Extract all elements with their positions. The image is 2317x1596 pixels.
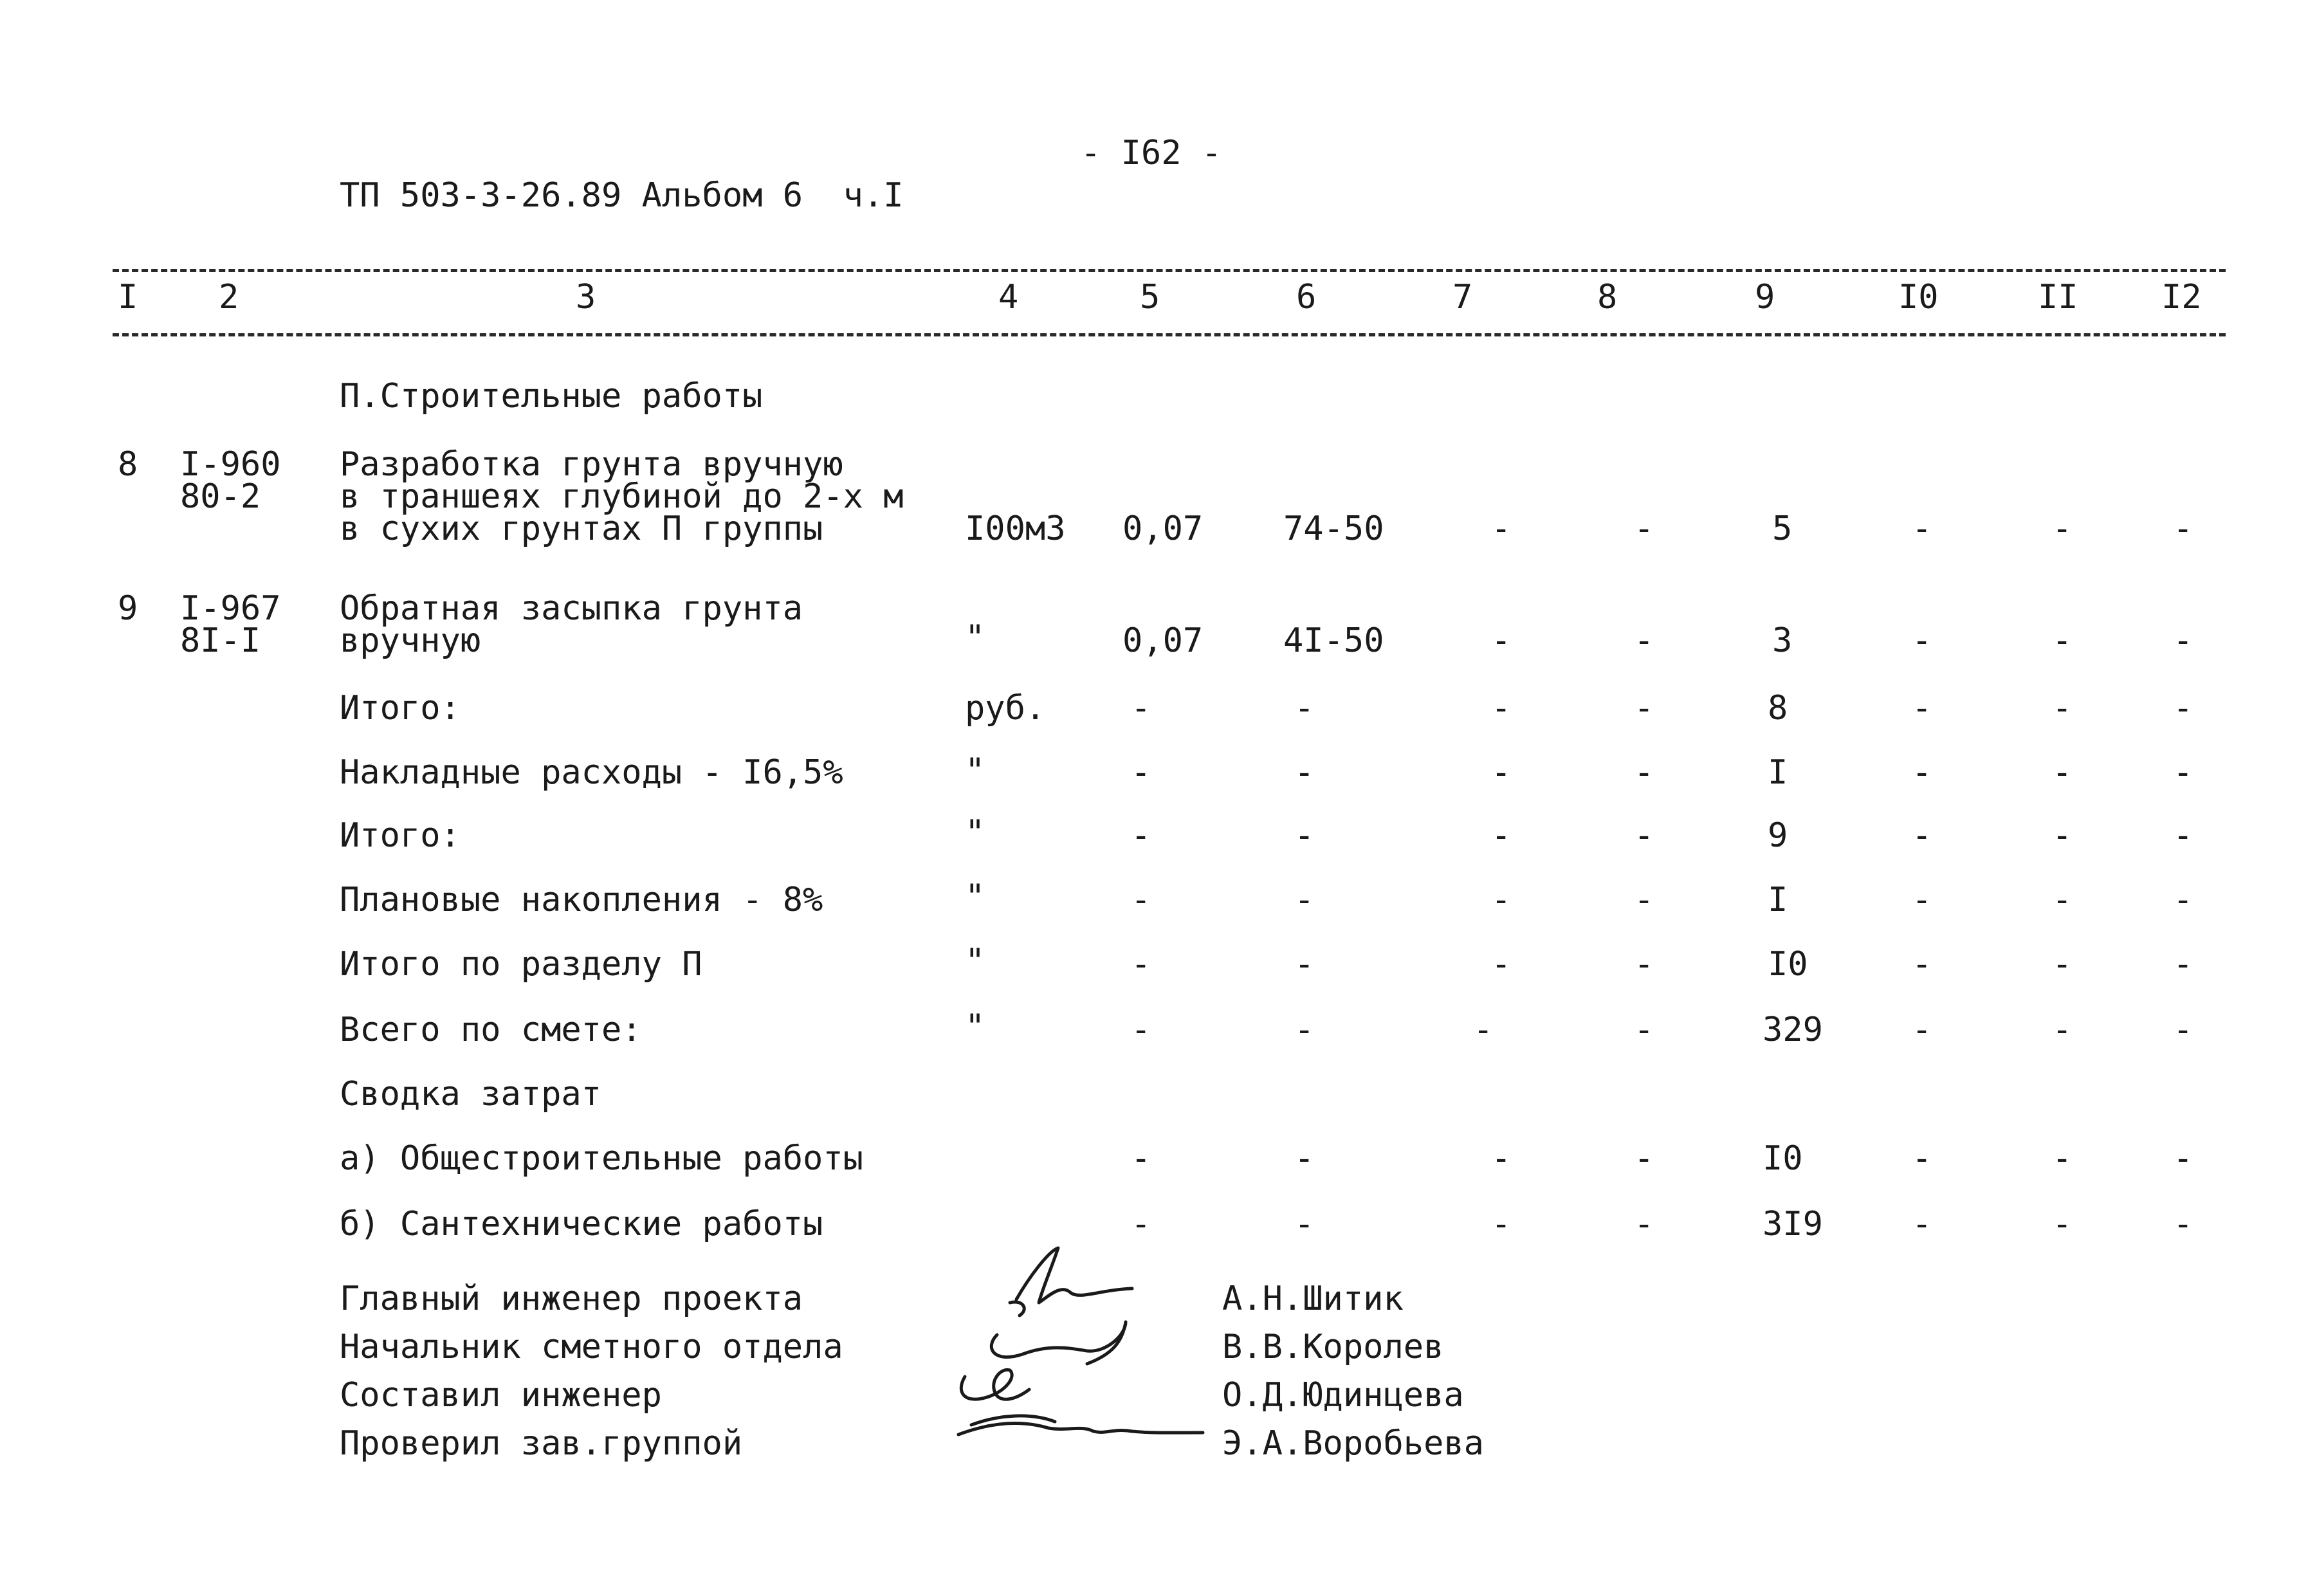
col11-cell: - [2052,509,2073,548]
work-description: Разработка грунта вручную [340,445,843,484]
header-top-rule [113,269,2226,272]
summary-label: Всего по смете: [340,1011,642,1049]
col5-cell: - [1131,881,1151,919]
col10-cell: - [1912,1139,1932,1178]
col7-cell: - [1491,945,1512,984]
total-cell: I0 [1763,1139,1803,1178]
summary-label: Итого: [340,689,461,728]
col12-cell: - [2173,945,2193,984]
resource-code: 8I-I [180,621,261,660]
col6-cell: - [1294,945,1315,984]
signer-name: О.Д.Юдинцева [1222,1376,1464,1415]
col7-cell: - [1491,509,1512,548]
col6-cell: - [1294,689,1315,728]
col10-cell: - [1912,621,1932,660]
signer-role: Составил инженер [340,1376,662,1415]
col-header-12: I2 [2161,278,2202,316]
col6-cell: - [1294,881,1315,919]
col10-cell: - [1912,509,1932,548]
col-header-7: 7 [1452,278,1473,316]
summary-label: Итого по разделу П [340,945,702,984]
col5-cell: - [1131,945,1151,984]
col10-cell: - [1912,816,1932,855]
col10-cell: - [1912,945,1932,984]
unit-cell: " [965,751,985,790]
unit-cell: " [965,942,985,980]
work-description: вручную [340,621,481,660]
total-cell: I [1768,881,1788,919]
col10-cell: - [1912,1205,1932,1243]
work-description: Обратная засыпка грунта [340,589,803,628]
quantity-cell: 0,07 [1122,621,1204,660]
col-header-1: I [118,278,138,316]
resource-code: I-967 [180,589,281,628]
col6-cell: - [1294,1205,1315,1243]
signer-role: Начальник сметного отдела [340,1328,843,1366]
header-bottom-rule [113,333,2226,336]
col8-cell: - [1634,1139,1654,1178]
col6-cell: - [1294,753,1315,792]
work-description: в траншеях глубиной до 2-х м [340,477,904,516]
signer-name: В.В.Королев [1222,1328,1444,1366]
col7-cell: - [1491,753,1512,792]
col12-cell: - [2173,816,2193,855]
col8-cell: - [1634,816,1654,855]
col7-cell: - [1491,621,1512,660]
col8-cell: - [1634,689,1654,728]
col11-cell: - [2052,689,2073,728]
col11-cell: - [2052,816,2073,855]
total-cell: 5 [1772,509,1793,548]
col7-cell: - [1491,689,1512,728]
col6-cell: - [1294,1011,1315,1049]
col-header-2: 2 [219,278,239,316]
col7-cell: - [1491,816,1512,855]
unit-cell: " [965,618,985,657]
col10-cell: - [1912,881,1932,919]
signer-role: Главный инженер проекта [340,1280,803,1318]
price-cell: 74-50 [1283,509,1384,548]
col5-cell: - [1131,1011,1151,1049]
col12-cell: - [2173,1011,2193,1049]
section-title: П.Строительные работы [340,377,763,416]
total-cell: 329 [1763,1011,1823,1049]
col-header-5: 5 [1140,278,1160,316]
col-header-9: 9 [1755,278,1775,316]
work-description: в сухих грунтах П группы [340,509,823,548]
col8-cell: - [1634,509,1654,548]
summary-label: Итого: [340,816,461,855]
col8-cell: - [1634,1011,1654,1049]
col-header-11: II [2038,278,2078,316]
col6-cell: - [1294,816,1315,855]
col8-cell: - [1634,945,1654,984]
col-header-8: 8 [1597,278,1618,316]
col12-cell: - [2173,881,2193,919]
col-header-4: 4 [998,278,1019,316]
col-header-3: 3 [576,278,596,316]
col5-cell: - [1131,816,1151,855]
col12-cell: - [2173,753,2193,792]
col12-cell: - [2173,621,2193,660]
resource-code: I-960 [180,445,281,484]
col11-cell: - [2052,945,2073,984]
col7-cell: - [1491,1139,1512,1178]
price-cell: 4I-50 [1283,621,1384,660]
quantity-cell: 0,07 [1122,509,1204,548]
col6-cell: - [1294,1139,1315,1178]
row-number: 8 [118,445,138,484]
summary-label: б) Сантехнические работы [340,1205,823,1243]
summary-label: Плановые накопления - 8% [340,881,823,919]
col8-cell: - [1634,881,1654,919]
resource-code: 80-2 [180,477,261,516]
unit-cell: I00м3 [965,509,1066,548]
col11-cell: - [2052,621,2073,660]
document-code: ТП 503-3-26.89 Альбом 6 ч.I [340,176,904,215]
col7-cell: - [1473,1011,1494,1049]
col11-cell: - [2052,1011,2073,1049]
signer-name: Э.А.Воробьева [1222,1424,1484,1463]
summary-label: Накладные расходы - I6,5% [340,753,843,792]
col-header-10: I0 [1898,278,1939,316]
col11-cell: - [2052,881,2073,919]
summary-label: а) Общестроительные работы [340,1139,863,1178]
col5-cell: - [1131,753,1151,792]
unit-cell: " [965,1007,985,1046]
col10-cell: - [1912,689,1932,728]
cost-summary-title: Сводка затрат [340,1075,601,1114]
col-header-6: 6 [1296,278,1317,316]
unit-cell: " [965,813,985,852]
row-number: 9 [118,589,138,628]
signer-name: А.Н.Шитик [1222,1280,1404,1318]
handwritten-signatures [920,1238,1229,1483]
total-cell: I [1768,753,1788,792]
col12-cell: - [2173,1205,2193,1243]
unit-cell: " [965,877,985,916]
col5-cell: - [1131,1205,1151,1243]
total-cell: 3I9 [1763,1205,1823,1243]
col12-cell: - [2173,689,2193,728]
col7-cell: - [1491,1205,1512,1243]
total-cell: 9 [1768,816,1788,855]
col7-cell: - [1491,881,1512,919]
col8-cell: - [1634,753,1654,792]
total-cell: 8 [1768,689,1788,728]
col12-cell: - [2173,1139,2193,1178]
signer-role: Проверил зав.группой [340,1424,743,1463]
unit-cell: руб. [965,689,1046,728]
col5-cell: - [1131,689,1151,728]
col10-cell: - [1912,1011,1932,1049]
total-cell: 3 [1772,621,1793,660]
page-number: - I62 - [1081,134,1222,172]
col11-cell: - [2052,1139,2073,1178]
col5-cell: - [1131,1139,1151,1178]
col11-cell: - [2052,1205,2073,1243]
col11-cell: - [2052,753,2073,792]
total-cell: I0 [1768,945,1808,984]
col8-cell: - [1634,1205,1654,1243]
col12-cell: - [2173,509,2193,548]
col10-cell: - [1912,753,1932,792]
col8-cell: - [1634,621,1654,660]
